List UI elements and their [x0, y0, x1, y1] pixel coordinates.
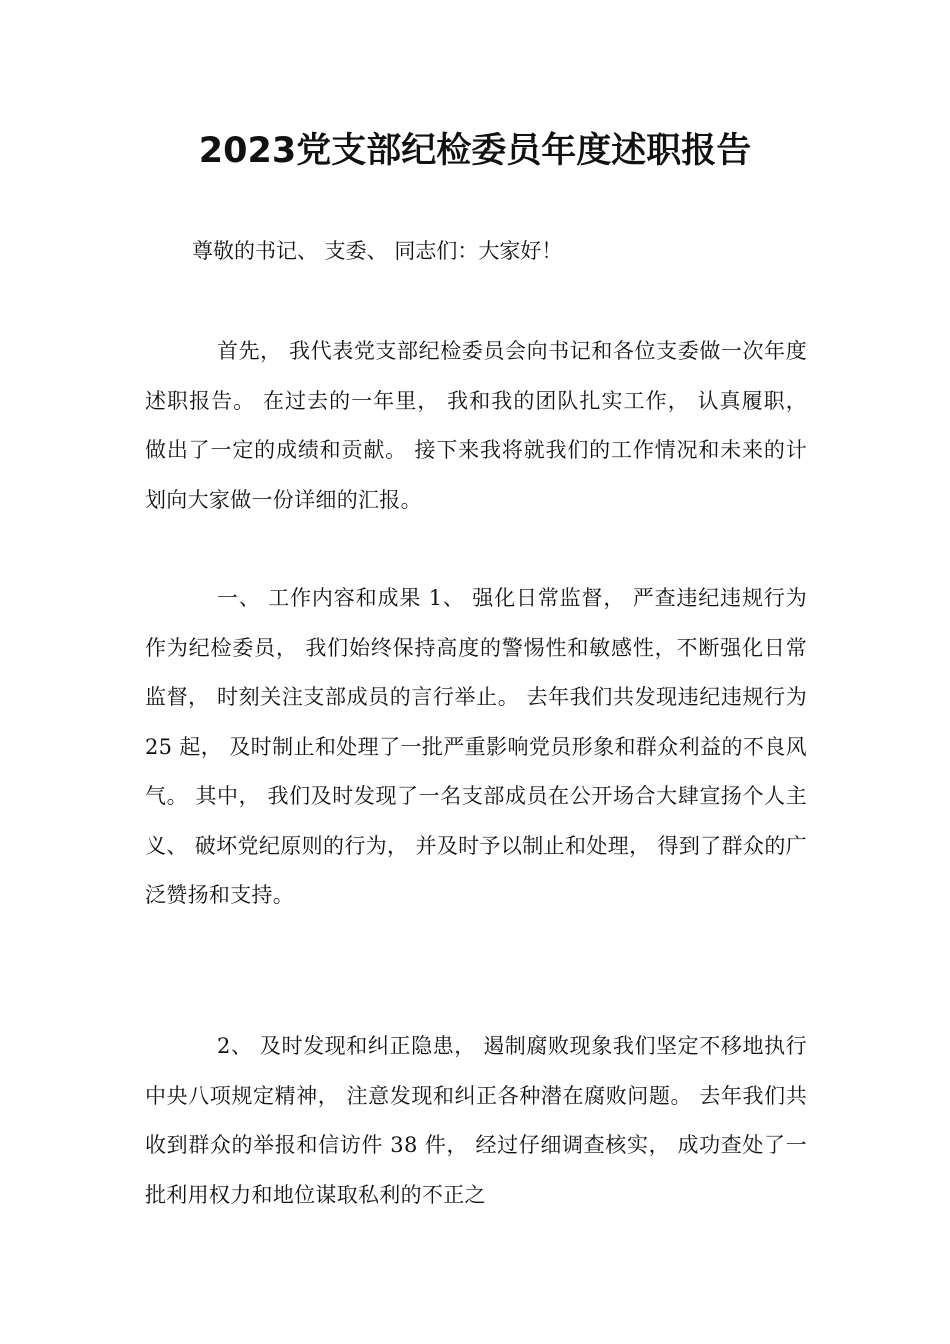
paragraph-section-one: 一、 工作内容和成果 1、 强化日常监督， 严查违纪违规行为作为纪检委员， 我们始终保持高度的警惕性和敏感性，不断强化日常监督， 时刻关注支部成员的言行举止。 去年我们共发现违纪违规行为 25 起， 及时制止和处理了一批严重影响党员形象和群众利益的不良风气。 其中， 我们及时发现了一名支部成员在公开场合大肆宣扬个人主义、 破坏党纪原则的行为， 并及时予以制止和处理， 得到了群众的广泛赞扬和支持。	[145, 586, 807, 907]
salutation: 尊敬的书记、 支委、 同志们：大家好！	[192, 239, 563, 263]
paragraph-intro: 首先， 我代表党支部纪检委员会向书记和各位支委做一次年度述职报告。 在过去的一年里， 我和我的团队扎实工作， 认真履职， 做出了一定的成绩和贡献。 接下来我将就我们的工作情况和未来的计划向大家做一份详细的汇报。	[145, 339, 807, 512]
paragraph-section-two: 2、 及时发现和纠正隐患， 遏制腐败现象我们坚定不移地执行中央八项规定精神， 注意发现和纠正各种潜在腐败问题。 去年我们共收到群众的举报和信访件 38 件， 经过仔细调查核实， 成功查处了一批利用权力和地位谋取私利的不正之	[145, 1034, 807, 1207]
document-title: 2023党支部纪检委员年度述职报告	[198, 131, 752, 171]
